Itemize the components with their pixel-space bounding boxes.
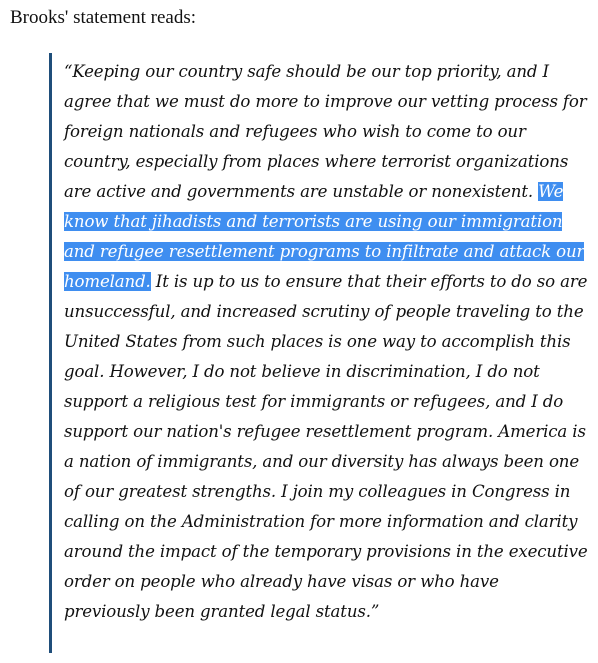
quote-text-after[interactable]: It is up to us to ensure that their efforts to do so are unsuccessful, and increased scrutiny of people traveling to the United States from such places is one way to accomplish this goal. However, I do not believe in discrimination, I do not support a religious test for immigrants or refugees, and I do support our nation's refugee resettlement program. America is a nation of immigrants, and our diversity has always been one of our greatest strengths. I join my colleagues in Congress in calling on the Administration for more information and clarity around the impact of the temporary provisions in the executive order on people who already have visas or who have previously been granted legal status.” xyxy=(64,272,588,621)
quote-paragraph[interactable] xyxy=(52,53,589,627)
selected-text-highlight[interactable]: We know that jihadists and terrorists are using our immigration and refugee resettlement programs to infiltrate and attack our homeland. xyxy=(64,182,585,291)
intro-text: Brooks' statement reads: xyxy=(10,7,196,28)
statement-blockquote xyxy=(49,53,589,653)
quote-text-before[interactable]: “Keeping our country safe should be our top priority, and I agree that we must do more to improve our vetting process for foreign nationals and refugees who wish to come to our country, especially from places where terrorist organizations are active and governments are unstable or nonexistent. xyxy=(64,62,587,201)
